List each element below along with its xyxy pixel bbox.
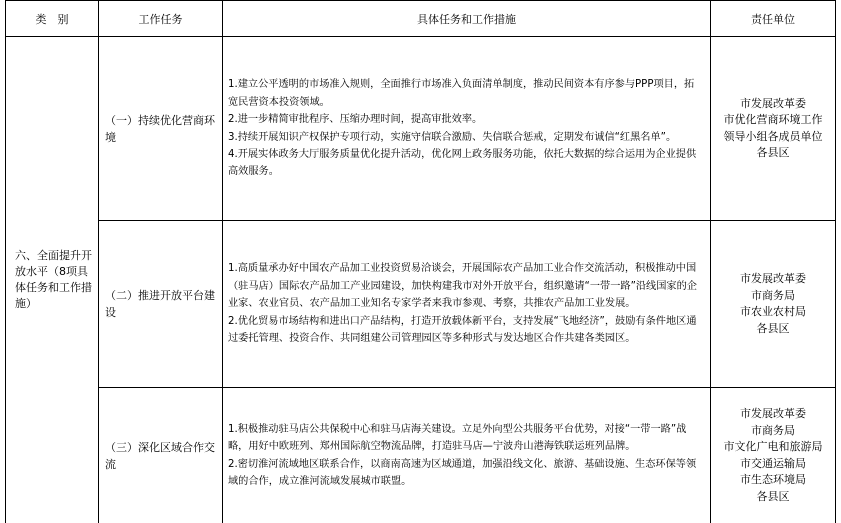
unit-cell-3 <box>711 388 835 523</box>
unit-cell-2 <box>711 221 835 387</box>
unit-line: 市发展改革委 <box>740 96 806 110</box>
header-unit: 责任单位 <box>751 12 795 26</box>
header-task: 工作任务 <box>138 12 183 26</box>
unit-line: 市商务局 <box>751 288 795 302</box>
unit-line: 市发展改革委 <box>740 407 806 420</box>
measures-text-2: 1.高质量承办好中国农产品加工业投资贸易洽谈会，开展国际农产品加工业合作交流活动，积极推动中国（驻马店）国际农产品加工产业园建设，加快构建我市对外开放平台，组织邀请“一带一路”沿线国家的企业家、农业官员、农产品加工业知名专家学者来我市参观、考察，共推农产品加工业发展。 2.优化贸易市场结构和进出口产品结构，打造开放载体新平台，支持发展“飞地经济”，鼓励有条件地区通过委托管理、投资合作、共同组建公司管理园区等多种形式与发达地区合作共建各类园区。 <box>228 263 697 345</box>
unit-line: 市生态环境局 <box>740 473 806 486</box>
task-cell-1: （一）持续优化营商环境 <box>105 113 215 144</box>
unit-line: 市文化广电和旅游局 <box>723 440 823 453</box>
header-category: 类 别 <box>35 12 69 26</box>
unit-line: 市商务局 <box>751 423 795 437</box>
measures-text-3: 1.积极推动驻马店公共保税中心和驻马店海关建设。立足外向型公共服务平台优势，对接“一带一路”战略，用好中欧班列、郑州国际航空物流品牌，打造驻马店—宁波舟山港海铁联运班列品牌。 2.密切淮河流域地区联系合作，以商南高速为区域通道，加强沿线文化、旅游、基础设施、生态环保等领域的合作，成立淮河流域发展城市联盟。 <box>228 423 697 487</box>
unit-line: 各县区 <box>756 489 790 503</box>
unit-line: 各县区 <box>756 146 790 159</box>
unit-cell-1 <box>711 37 835 220</box>
header-measures: 具体任务和工作措施 <box>417 12 516 26</box>
category-cell: 六、全面提升开放水平（8项具体任务和工作措施） <box>15 249 92 310</box>
task-cell-3: （三）深化区域合作交流 <box>105 440 215 471</box>
measures-cell-2 <box>223 221 710 387</box>
table-border-right <box>835 0 836 523</box>
measures-text-1: 1.建立公平透明的市场准入规则，全面推行市场准入负面清单制度，推动民间资本有序参与PPP项目，拓宽民营资本投资领域。 2.进一步精简审批程序、压缩办理时间，提高审批效率。 3.持续开展知识产权保护专项行动，实施守信联合激励、失信联合惩戒，定期发布诚信“红黑名单”。 4.开展实体政务大厅服务质量优化提升活动，优化网上政务服务功能，依托大数据的综合运用为企业提供高效服务。 <box>228 79 697 178</box>
unit-line: 市发展改革委 <box>740 272 806 285</box>
unit-line: 市交通运输局 <box>740 456 806 470</box>
unit-line: 市农业农村局 <box>740 305 806 318</box>
measures-cell-3 <box>223 388 710 523</box>
measures-cell-1 <box>223 37 710 220</box>
task-cell-2: （二）推进开放平台建设 <box>105 289 215 319</box>
unit-line: 市优化营商环境工作领导小组各成员单位 <box>723 113 823 143</box>
unit-line: 各县区 <box>756 321 790 335</box>
